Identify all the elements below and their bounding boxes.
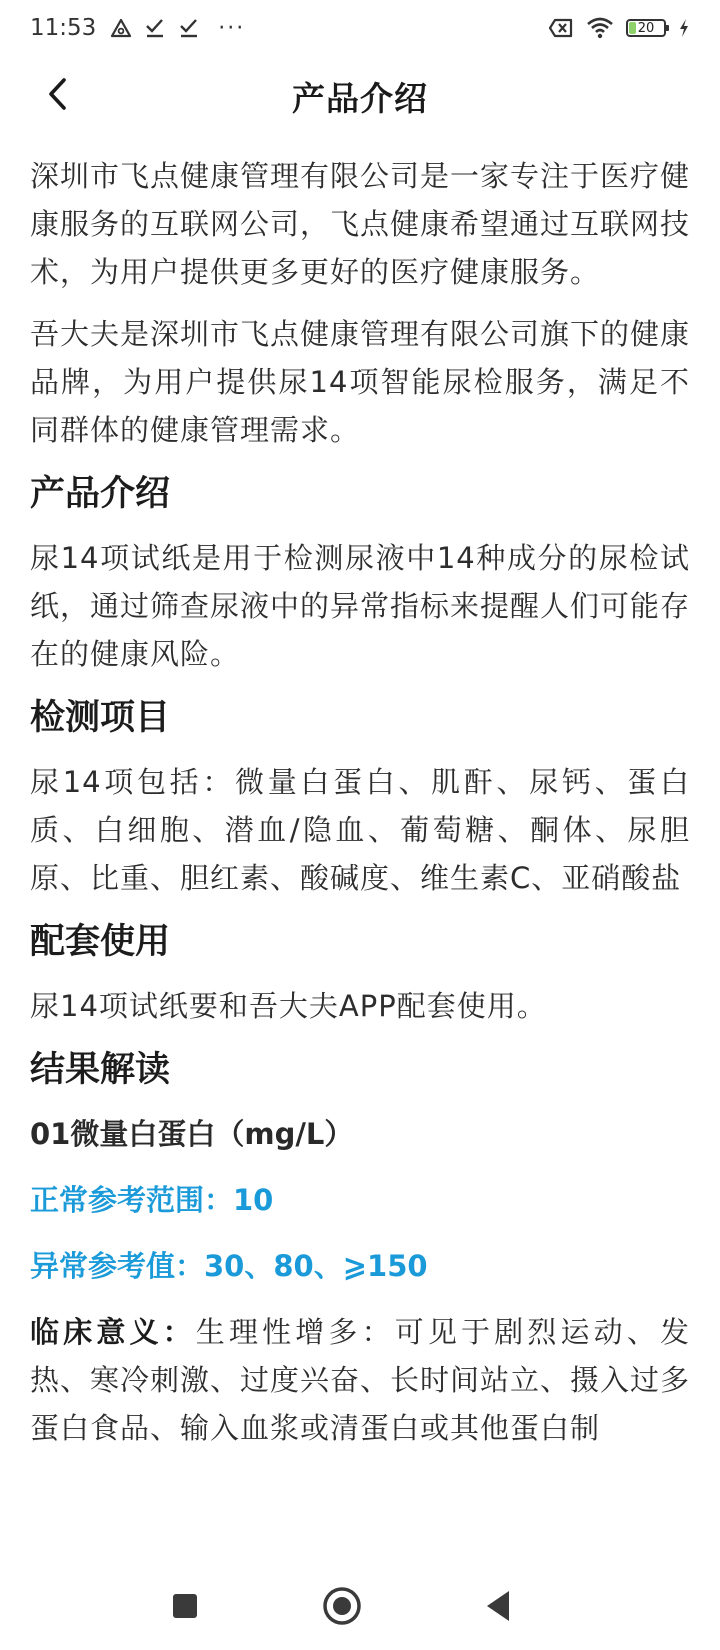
more-notifications-dots: ··· — [218, 15, 246, 41]
recents-button[interactable] — [160, 1583, 210, 1633]
section-heading-product: 产品介绍 — [30, 474, 171, 514]
clinical-label: 临床意义： — [30, 1315, 196, 1349]
home-button[interactable] — [317, 1583, 367, 1633]
square-recents-icon — [171, 1592, 199, 1624]
clinical-significance — [30, 1308, 690, 1452]
charging-icon — [678, 18, 690, 38]
article-content — [30, 152, 690, 1466]
circle-home-icon — [322, 1586, 362, 1630]
status-left — [30, 15, 245, 41]
section-heading-usage: 配套使用 — [30, 922, 171, 962]
status-time: 11:53 — [30, 15, 97, 41]
section-text-items: 尿14项包括：微量白蛋白、肌酐、尿钙、蛋白质、白细胞、潜血/隐血、葡萄糖、酮体、尿胆原、比重、胆红素、酸碱度、维生素C、亚硝酸盐 — [30, 765, 690, 895]
normal-range-text: 正常参考范围：10 — [30, 1183, 274, 1217]
battery-icon — [626, 19, 666, 37]
triangle-back-icon — [483, 1589, 513, 1627]
page-title: 产品介绍 — [292, 78, 428, 118]
result-item-title: 01微量白蛋白（mg/L） — [30, 1117, 354, 1151]
download-check-icon — [178, 18, 200, 38]
intro-paragraph-1: 深圳市飞点健康管理有限公司是一家专注于医疗健康服务的互联网公司，飞点健康希望通过互联网技术，为用户提供更多更好的医疗健康服务。 — [30, 159, 691, 289]
section-heading-items: 检测项目 — [30, 698, 171, 738]
alert-triangle-icon — [110, 18, 132, 38]
back-nav-button[interactable] — [473, 1583, 523, 1633]
intro-paragraph-2: 吾大夫是深圳市飞点健康管理有限公司旗下的健康品牌，为用户提供尿14项智能尿检服务，满足不同群体的健康管理需求。 — [30, 317, 691, 447]
section-heading-results: 结果解读 — [30, 1050, 171, 1090]
clinical-text: 生理性增多：可见于剧烈运动、发热、寒冷刺激、过度兴奋、长时间站立、摄入过多蛋白食品、输入血浆或清蛋白或其他蛋白制 — [30, 1315, 691, 1445]
sim-error-icon — [548, 18, 574, 38]
back-button[interactable] — [36, 74, 80, 118]
section-text-usage: 尿14项试纸要和吾大夫APP配套使用。 — [30, 989, 547, 1023]
battery-percent: 20 — [637, 20, 655, 36]
download-check-icon — [144, 18, 166, 38]
battery-level-fill — [629, 22, 636, 34]
system-nav-bar — [0, 1565, 720, 1650]
abnormal-values-text: 异常参考值：30、80、⩾150 — [30, 1249, 428, 1283]
wifi-icon — [586, 17, 614, 39]
status-bar — [0, 0, 720, 56]
title-bar — [0, 56, 720, 136]
section-text-product: 尿14项试纸是用于检测尿液中14种成分的尿检试纸，通过筛查尿液中的异常指标来提醒人们可能存在的健康风险。 — [30, 541, 691, 671]
status-right — [548, 17, 690, 39]
chevron-left-icon — [46, 77, 70, 115]
